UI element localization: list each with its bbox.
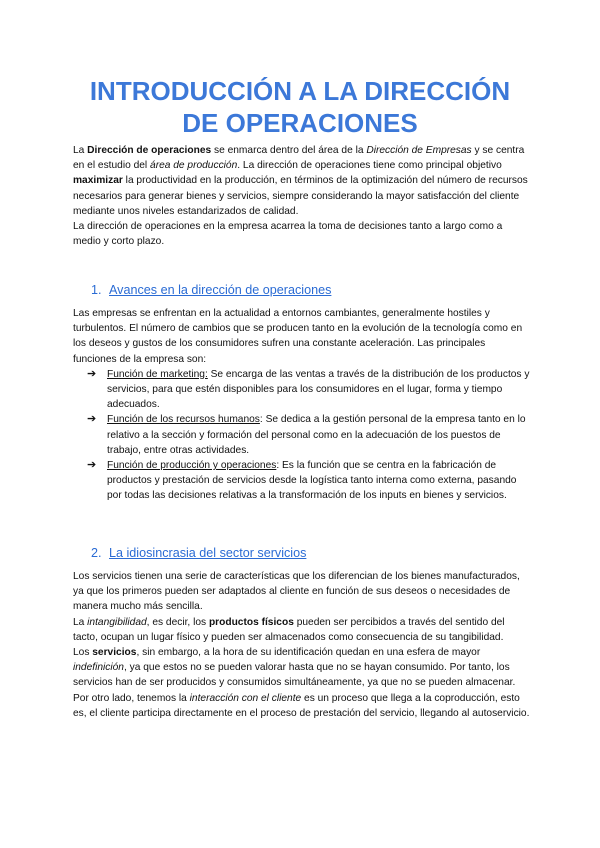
italic-term: Dirección de Empresas (366, 145, 472, 156)
section-1-block (73, 306, 531, 504)
text: , es decir, los (146, 616, 209, 628)
arrow-icon: ➔ (87, 459, 97, 472)
section-2-block (73, 569, 531, 721)
text: Los (73, 647, 93, 659)
section-1-heading (91, 282, 331, 298)
section-number: 1. (91, 283, 102, 297)
text: pueden ser percibidos a través del sentido del tacto, ocupan un lugar físico y pueden ser almacenados como consecuencia de su tangibilidad. (73, 616, 505, 643)
list-item (73, 458, 531, 504)
section-2-paragraph-1: Los servicios tienen una serie de características que los diferencian de los bienes manufacturados, ya que los primeros pueden ser adaptados al cliente en función de sus deseos o necesidades de manera mucho más sencilla. (73, 571, 520, 613)
section-number: 2. (91, 546, 102, 560)
intro-block (73, 143, 531, 249)
page-title (60, 75, 540, 139)
title-line-2: DE OPERACIONES (182, 108, 418, 138)
text: La (73, 616, 88, 628)
item-text: : Se dedica a la gestión personal de la empresa tanto en lo relativo a la sección y formación del personal como en la adecuación de los puestos de trabajo, entre otras actividades. (107, 414, 526, 456)
bold-term: Dirección de operaciones (87, 145, 212, 156)
text: y se centra en el estudio del (73, 145, 525, 172)
list-item (73, 367, 531, 413)
text: , ya que estos no se pueden valorar hasta que no se hayan consumido. Por tanto, los servicios han de ser producidos y consumidos simultáneamente, ya que no se pueden almacenar. (73, 662, 516, 689)
bold-term: servicios (92, 647, 137, 659)
section-1-title-link[interactable]: Avances en la dirección de operaciones (109, 283, 332, 297)
text: se enmarca dentro del área de la (211, 145, 367, 156)
italic-term: intangibilidad (87, 616, 147, 628)
bold-term: maximizar (73, 175, 123, 187)
bold-term: productos físicos (208, 616, 294, 628)
section-2-heading (91, 545, 306, 561)
text: , sin embargo, a la hora de su identificación quedan en una esfera de mayor (136, 647, 481, 659)
section-2-paragraph-3 (73, 645, 531, 691)
section-2-title-link[interactable]: La idiosincrasia del sector servicios (109, 546, 307, 560)
item-label: Función de marketing: (107, 368, 208, 380)
text: Por otro lado, tenemos la (73, 692, 190, 704)
title-line-1: INTRODUCCIÓN A LA DIRECCIÓN (89, 76, 511, 106)
item-label: Función de los recursos humanos (107, 414, 260, 426)
functions-list (73, 367, 531, 504)
italic-term: indefinición (73, 662, 124, 674)
text: . La dirección de operaciones tiene como principal objetivo (237, 160, 502, 172)
arrow-icon: ➔ (87, 413, 97, 426)
intro-paragraph-2: La dirección de operaciones en la empresa acarrea la toma de decisiones tanto a largo como a medio y corto plazo. (73, 221, 503, 248)
intro-paragraph-1 (73, 143, 531, 219)
item-label: Función de producción y operaciones (107, 460, 277, 472)
italic-term: interacción con el cliente (189, 692, 302, 704)
section-2-paragraph-2 (73, 615, 531, 645)
item-text: Se encarga de las ventas a través de la distribución de los productos y servicios, para que estén disponibles para los consumidores en el lugar, forma y tiempo adecuados. (107, 368, 530, 411)
list-item (73, 412, 531, 458)
italic-term: área de producción (150, 160, 238, 172)
item-text: : Es la función que se centra en la fabricación de productos y prestación de servicios desde la logística tanto interna como externa, pasando por todas las decisiones relativas a la transformación de los inputs en bienes y servicios. (107, 460, 517, 502)
section-1-paragraph: Las empresas se enfrentan en la actualidad a entornos cambiantes, generalmente hostiles y turbulentos. El número de cambios que se producen tanto en la evolución de la tecnología como en los deseos y gustos de los consumidores sufren una constante aceleración. Las principales funciones de la empresa son: (73, 308, 523, 365)
text: la productividad en la producción, en términos de la optimización del número de recursos necesarios para generar bienes y servicios, siempre considerando la mayor satisfacción del cliente mediante unos niveles estandarizados de calidad. (73, 175, 528, 217)
arrow-icon: ➔ (87, 367, 97, 380)
text: es un proceso que llega a la coproducción, esto es, el cliente participa directamente en el proceso de prestación del servicio, llegando al autoservicio. (73, 692, 530, 719)
text: La (73, 145, 88, 156)
section-2-paragraph-4 (73, 691, 531, 721)
